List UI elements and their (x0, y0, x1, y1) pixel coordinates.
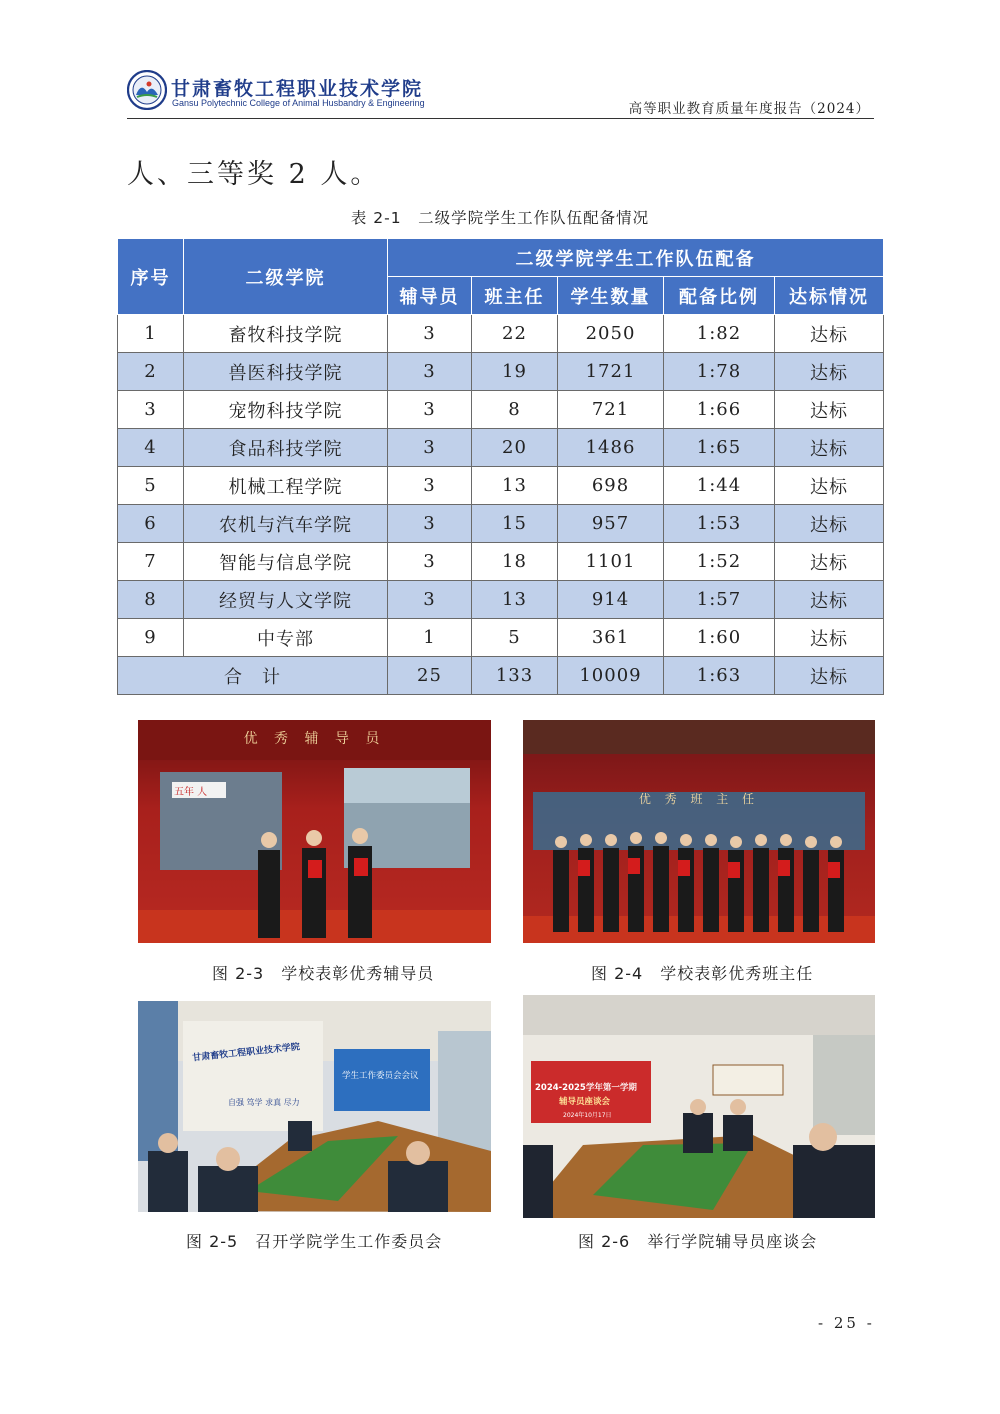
cell-total-students: 10009 (558, 657, 664, 695)
cell-no: 7 (118, 543, 184, 581)
cell-college: 经贸与人文学院 (184, 581, 388, 619)
figure-caption: 图 2-4 学校表彰优秀班主任 (591, 964, 814, 983)
cell-counselors: 3 (388, 581, 472, 619)
motto-text: 自强 笃学 求真 尽力 (228, 1098, 300, 1107)
figure-caption: 图 2-3 学校表彰优秀辅导员 (212, 964, 435, 983)
cell-head-teachers: 8 (472, 391, 558, 429)
cell-no: 4 (118, 429, 184, 467)
cell-status: 达标 (775, 543, 884, 581)
cell-ratio: 1:78 (664, 353, 775, 391)
screen-text: 五年 人 (174, 787, 208, 798)
cell-students: 1486 (558, 429, 664, 467)
school-name-cn: 甘肃畜牧工程职业技术学院 (171, 78, 424, 100)
header-counselors: 辅导员 (388, 277, 472, 315)
table-row (118, 581, 884, 619)
staffing-table (117, 238, 884, 695)
cell-students: 721 (558, 391, 664, 429)
cell-students: 698 (558, 467, 664, 505)
header-index: 序号 (118, 239, 184, 315)
cell-head-teachers: 20 (472, 429, 558, 467)
cell-no: 5 (118, 467, 184, 505)
header-students: 学生数量 (558, 277, 664, 315)
cell-status: 达标 (775, 467, 884, 505)
cell-counselors: 3 (388, 543, 472, 581)
header-college: 二级学院 (184, 239, 388, 315)
photo-outstanding-head-teachers (523, 720, 875, 943)
cell-ratio: 1:65 (664, 429, 775, 467)
cell-status: 达标 (775, 315, 884, 353)
figure-caption: 图 2-5 召开学院学生工作委员会 (186, 1232, 443, 1251)
cell-students: 361 (558, 619, 664, 657)
cell-counselors: 3 (388, 315, 472, 353)
cell-students: 1721 (558, 353, 664, 391)
cell-no: 3 (118, 391, 184, 429)
cell-no: 6 (118, 505, 184, 543)
cell-ratio: 1:57 (664, 581, 775, 619)
cell-status: 达标 (775, 391, 884, 429)
cell-head-teachers: 5 (472, 619, 558, 657)
screen-date: 2024年10月17日 (563, 1112, 612, 1119)
table-row (118, 353, 884, 391)
table-row (118, 391, 884, 429)
cell-total-head-teachers: 133 (472, 657, 558, 695)
cell-head-teachers: 13 (472, 581, 558, 619)
cell-counselors: 3 (388, 429, 472, 467)
table-row (118, 543, 884, 581)
table-row (118, 505, 884, 543)
school-name-en: Gansu Polytechnic College of Animal Husbandry & Engineering (172, 98, 425, 108)
table-row (118, 429, 884, 467)
cell-college: 中专部 (184, 619, 388, 657)
cell-ratio: 1:60 (664, 619, 775, 657)
cell-counselors: 3 (388, 505, 472, 543)
backdrop-text: 优 秀 辅 导 员 (243, 731, 386, 747)
cell-counselors: 1 (388, 619, 472, 657)
cell-no: 1 (118, 315, 184, 353)
cell-status: 达标 (775, 353, 884, 391)
photo-outstanding-counselors (138, 720, 491, 943)
cell-status: 达标 (775, 505, 884, 543)
cell-no: 2 (118, 353, 184, 391)
header-status: 达标情况 (775, 277, 884, 315)
cell-students: 1101 (558, 543, 664, 581)
cell-college: 食品科技学院 (184, 429, 388, 467)
lead-text: 人、三等奖 2 人。 (127, 159, 381, 190)
header-group: 二级学院学生工作队伍配备 (388, 239, 884, 277)
cell-counselors: 3 (388, 467, 472, 505)
report-title: 高等职业教育质量年度报告（2024） (628, 101, 870, 117)
table-caption: 表 2-1 二级学院学生工作队伍配备情况 (350, 209, 650, 227)
cell-total-status: 达标 (775, 657, 884, 695)
cell-status: 达标 (775, 619, 884, 657)
cell-counselors: 3 (388, 353, 472, 391)
cell-head-teachers: 18 (472, 543, 558, 581)
cell-ratio: 1:52 (664, 543, 775, 581)
screen-line-1: 2024-2025学年第一学期 (535, 1083, 637, 1093)
photo-student-work-committee (138, 1001, 491, 1212)
cell-ratio: 1:66 (664, 391, 775, 429)
cell-head-teachers: 13 (472, 467, 558, 505)
cell-total-ratio: 1:63 (664, 657, 775, 695)
screen-text: 学生工作委员会会议 (342, 1071, 419, 1081)
cell-total-label: 合 计 (118, 657, 388, 695)
cell-head-teachers: 15 (472, 505, 558, 543)
figure-caption: 图 2-6 举行学院辅导员座谈会 (578, 1232, 818, 1251)
header-ratio: 配备比例 (664, 277, 775, 315)
wall-text: 甘肃畜牧工程职业技术学院 (191, 1042, 301, 1064)
cell-students: 2050 (558, 315, 664, 353)
cell-college: 宠物科技学院 (184, 391, 388, 429)
table-row (118, 467, 884, 505)
college-logo-icon (127, 70, 167, 110)
table-total-row (118, 657, 884, 695)
cell-no: 8 (118, 581, 184, 619)
cell-total-counselors: 25 (388, 657, 472, 695)
photo-counselor-forum (523, 995, 875, 1218)
cell-college: 兽医科技学院 (184, 353, 388, 391)
table-row (118, 315, 884, 353)
cell-college: 农机与汽车学院 (184, 505, 388, 543)
cell-status: 达标 (775, 429, 884, 467)
cell-ratio: 1:44 (664, 467, 775, 505)
cell-ratio: 1:53 (664, 505, 775, 543)
cell-college: 智能与信息学院 (184, 543, 388, 581)
page-header (127, 70, 874, 119)
cell-head-teachers: 19 (472, 353, 558, 391)
cell-college: 畜牧科技学院 (184, 315, 388, 353)
cell-status: 达标 (775, 581, 884, 619)
cell-head-teachers: 22 (472, 315, 558, 353)
backdrop-text: 优 秀 班 主 任 (638, 792, 760, 806)
cell-college: 机械工程学院 (184, 467, 388, 505)
cell-no: 9 (118, 619, 184, 657)
cell-students: 914 (558, 581, 664, 619)
cell-ratio: 1:82 (664, 315, 775, 353)
table-row (118, 619, 884, 657)
header-head-teachers: 班主任 (472, 277, 558, 315)
screen-line-2: 辅导员座谈会 (559, 1097, 611, 1107)
cell-counselors: 3 (388, 391, 472, 429)
cell-students: 957 (558, 505, 664, 543)
page-number: - 25 - (818, 1314, 875, 1332)
